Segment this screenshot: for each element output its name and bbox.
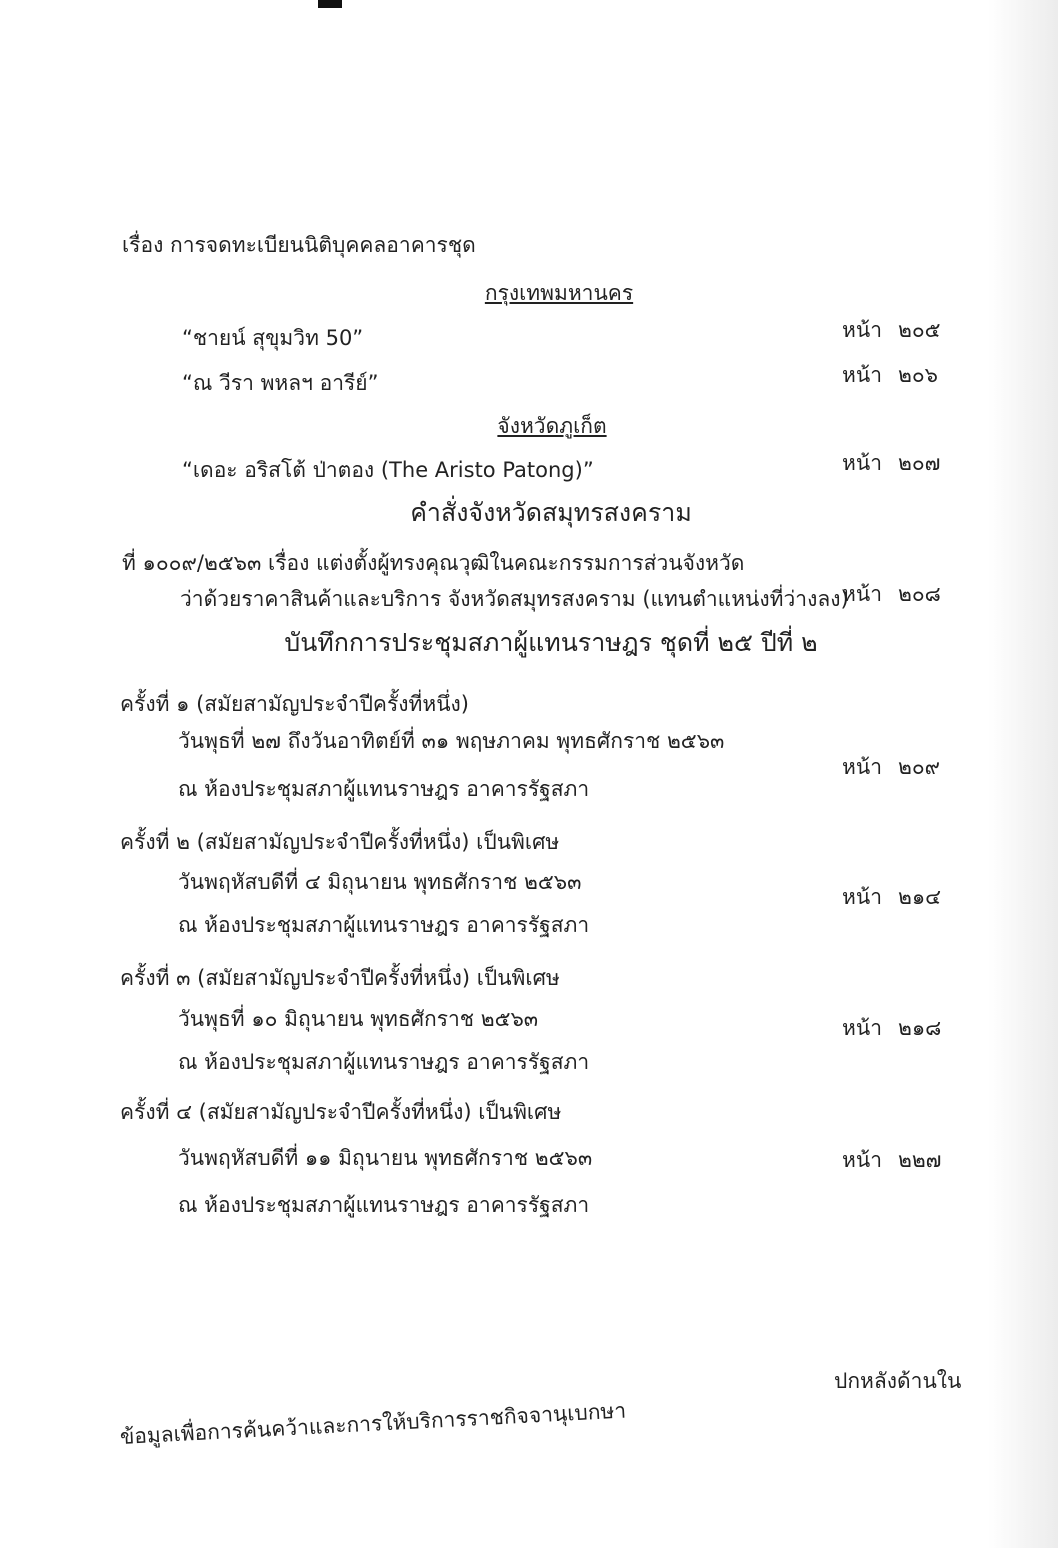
page-ref <box>842 582 941 607</box>
scan-shadow <box>988 0 1058 1548</box>
page-ref <box>842 885 941 910</box>
page-number: ๒๐๖ <box>898 363 938 387</box>
session-date: วันพฤหัสบดีที่ ๑๑ มิถุนายน พุทธศักราช ๒๕๖๓ <box>178 1146 593 1170</box>
entry-title: “ชายน์ สุขุมวิท 50” <box>182 326 364 350</box>
page-label: หน้า <box>842 363 882 387</box>
page-number: ๒๐๘ <box>898 582 941 606</box>
scan-mark <box>318 0 342 8</box>
footer-left-note: ข้อมูลเพื่อการค้นคว้าและการให้บริการราชกิจจานุเบกษา <box>119 1398 627 1449</box>
session-line: ครั้งที่ ๔ (สมัยสามัญประจำปีครั้งที่หนึ่ง) เป็นพิเศษ <box>120 1100 562 1124</box>
page-number: ๒๐๕ <box>898 318 941 342</box>
page-number: ๒๑๔ <box>898 885 942 909</box>
session-line: ครั้งที่ ๑ (สมัยสามัญประจำปีครั้งที่หนึ่ง) <box>120 692 469 716</box>
page-number: ๒๐๙ <box>898 755 941 779</box>
session-date: วันพฤหัสบดีที่ ๔ มิถุนายน พุทธศักราช ๒๕๖๓ <box>178 870 582 894</box>
session-place: ณ ห้องประชุมสภาผู้แทนราษฎร อาคารรัฐสภา <box>178 777 590 801</box>
page-label: หน้า <box>842 1148 882 1172</box>
order-heading: คำสั่งจังหวัดสมุทรสงคราม <box>410 498 692 527</box>
page-label: หน้า <box>842 1016 882 1040</box>
page-label: หน้า <box>842 755 882 779</box>
page-ref <box>842 363 938 388</box>
session-place: ณ ห้องประชุมสภาผู้แทนราษฎร อาคารรัฐสภา <box>178 1050 590 1074</box>
order-line-2: ว่าด้วยราคาสินค้าและบริการ จังหวัดสมุทรสงคราม (แทนตำแหน่งที่ว่างลง) <box>180 587 849 611</box>
page-number: ๒๐๗ <box>898 451 941 475</box>
page-label: หน้า <box>842 582 882 606</box>
session-place: ณ ห้องประชุมสภาผู้แทนราษฎร อาคารรัฐสภา <box>178 913 590 937</box>
subject-line: เรื่อง การจดทะเบียนนิติบุคคลอาคารชุด <box>122 233 476 257</box>
session-date: วันพุธที่ ๑๐ มิถุนายน พุทธศักราช ๒๕๖๓ <box>178 1007 539 1031</box>
section-heading-phuket: จังหวัดภูเก็ต <box>497 414 607 438</box>
page-number: ๒๒๗ <box>898 1148 942 1172</box>
session-place: ณ ห้องประชุมสภาผู้แทนราษฎร อาคารรัฐสภา <box>178 1193 590 1217</box>
page-number: ๒๑๘ <box>898 1016 942 1040</box>
page-label: หน้า <box>842 451 882 475</box>
page-ref <box>842 1016 941 1041</box>
page-label: หน้า <box>842 885 882 909</box>
section-heading-bangkok: กรุงเทพมหานคร <box>484 281 634 305</box>
entry-title: “เดอะ อริสโต้ ป่าตอง (The Aristo Patong)” <box>182 458 594 482</box>
order-line-1: ที่ ๑๐๐๙/๒๕๖๓ เรื่อง แต่งตั้งผู้ทรงคุณวุฒิในคณะกรรมการส่วนจังหวัด <box>122 551 745 575</box>
session-line: ครั้งที่ ๒ (สมัยสามัญประจำปีครั้งที่หนึ่ง) เป็นพิเศษ <box>120 830 560 854</box>
entry-title: “ณ วีรา พหลฯ อารีย์” <box>182 371 379 395</box>
page-label: หน้า <box>842 318 882 342</box>
session-line: ครั้งที่ ๓ (สมัยสามัญประจำปีครั้งที่หนึ่ง) เป็นพิเศษ <box>120 966 560 990</box>
session-date: วันพุธที่ ๒๗ ถึงวันอาทิตย์ที่ ๓๑ พฤษภาคม พุทธศักราช ๒๕๖๓ <box>178 729 725 753</box>
footer-right-note: ปกหลังด้านใน <box>834 1369 962 1393</box>
page-ref <box>842 755 940 780</box>
page-ref <box>842 318 941 343</box>
page-ref <box>842 1148 941 1173</box>
minutes-heading: บันทึกการประชุมสภาผู้แทนราษฎร ชุดที่ ๒๕ ปีที่ ๒ <box>284 628 818 657</box>
page-ref <box>842 451 940 476</box>
